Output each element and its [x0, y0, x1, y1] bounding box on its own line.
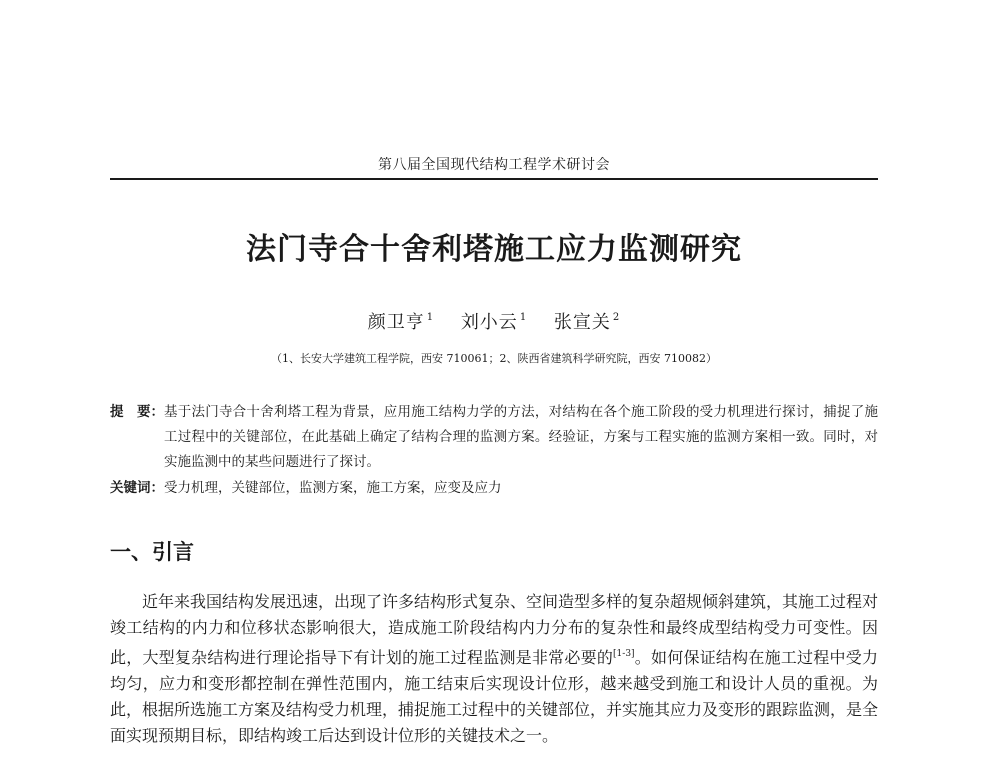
author-affil-mark: 1 — [519, 312, 528, 323]
body-paragraph — [110, 589, 878, 749]
keywords-text: 受力机理，关键部位，监测方案，施工方案，应变及应力 — [164, 480, 502, 496]
author-3 — [554, 312, 620, 333]
running-header: 第八届全国现代结构工程学术研讨会 — [378, 157, 610, 173]
paper-title: 法门寺合十舍利塔施工应力监测研究 — [246, 232, 742, 267]
author-affil-mark: 1 — [426, 312, 435, 323]
section-heading-introduction: 一、引言 — [110, 540, 194, 564]
keywords-block — [110, 476, 878, 501]
abstract-label: 提 要： — [110, 404, 164, 420]
abstract-text: 基于法门寺合十舍利塔工程为背景，应用施工结构力学的方法，对结构在各个施工阶段的受力机理进行探讨，捕捉了施工过程中的关键部位，在此基础上确定了结构合理的监测方案。经验证，方案与工程实施的监测方案相一致。同时，对实施监测中的某些问题进行了探讨。 — [164, 404, 878, 470]
author-1 — [368, 312, 434, 333]
author-affil-mark: 2 — [612, 312, 621, 323]
author-name: 颜卫亨 — [367, 312, 425, 333]
abstract-block — [110, 400, 878, 475]
author-name: 刘小云 — [460, 312, 518, 333]
author-name: 张宣关 — [553, 312, 611, 333]
author-2 — [461, 312, 527, 333]
header-rule — [110, 178, 878, 180]
affiliations: （1、长安大学建筑工程学院，西安 710061；2、陕西省建筑科学研究院，西安 710082） — [271, 352, 717, 365]
author-list — [110, 308, 878, 334]
citation-ref: [1-3] — [613, 649, 635, 659]
keywords-label: 关键词： — [110, 480, 164, 496]
paragraph-text-part1: 近年来我国结构发展迅速，出现了许多结构形式复杂、空间造型多样的复杂超规倾斜建筑，其施工过程对竣工结构的内力和位移状态影响很大，造成施工阶段结构内力分布的复杂性和最终成型结构受力可变性。因此，大型复杂结构进行理论指导下有计划的施工过程监测是非常必要的 — [110, 592, 879, 667]
paragraph-text-part2: 。如何保证结构在施工过程中受力均匀，应力和变形都控制在弹性范围内，施工结束后实现设计位形，越来越受到施工和设计人员的重视。为此，根据所选施工方案及结构受力机理，捕捉施工过程中的关键部位，并实施其应力及变形的跟踪监测，是全面实现预期目标，即结构竣工后达到设计位形的关键技术之一。 — [110, 648, 879, 745]
